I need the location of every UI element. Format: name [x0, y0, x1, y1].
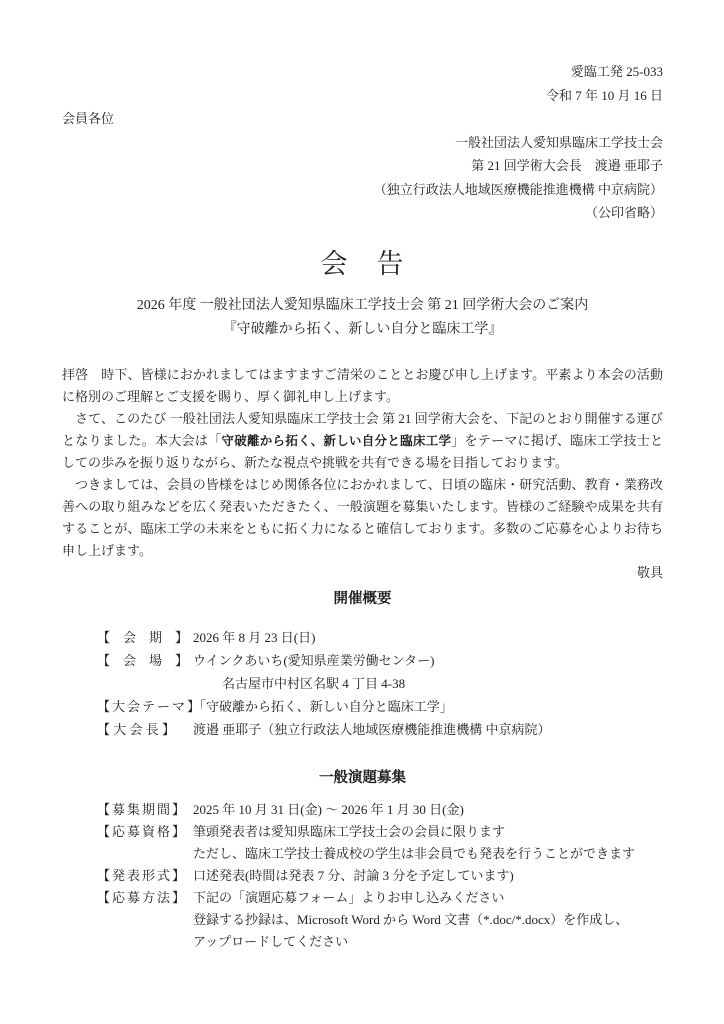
item-value: 筆頭発表者は愛知県臨床工学技士会の会員に限ります ただし、臨床工学技士養成校の学生は非会員でも発表を行うことができます — [193, 823, 636, 861]
item-value: 渡邉 亜耶子（独立行政法人地域医療機能推進機構 中京病院） — [193, 721, 551, 737]
item-label: 【応募方法】 — [97, 889, 188, 905]
sender-affiliation: （独立行政法人地域医療機能推進機構 中京病院） — [373, 181, 663, 197]
recruit-item-eligibility — [62, 821, 663, 865]
item-label: 【発表形式】 — [97, 867, 188, 883]
recruit-list — [62, 799, 663, 953]
overview-heading: 開催概要 — [333, 590, 392, 607]
item-label: 【 大 会 長 】 — [97, 721, 176, 737]
seal-omitted-note: （公印省略） — [584, 205, 663, 220]
subtitle-event: 2026 年度 一般社団法人愛知県臨床工学技士会 第 21 回学術大会のご案内 — [136, 297, 589, 313]
recruit-heading: 一般演題募集 — [319, 769, 406, 786]
document-header — [62, 0, 663, 225]
item-value: 2026 年 8 月 23 日(日) — [193, 629, 316, 645]
item-label: 【応募資格】 — [97, 823, 188, 839]
item-value: ウインクあいち(愛知県産業労働センター) 名古屋市中村区名駅 4 丁目 4-38 — [193, 649, 663, 695]
overview-item-date — [62, 626, 663, 649]
greeting-paragraph: 拝啓 時下、皆様におかれましてはますますご清栄のこととお慶び申し上げます。平素より本会の活動に格別のご理解とご支援を賜り、厚く御礼申し上げます。 — [62, 366, 663, 404]
announcement-text-pre: さて、このたび 一般社団法人愛知県臨床工学技士会 第 21 回学術大会を、下記のとおり開催する運びとなりました。本大会は「 — [62, 410, 663, 448]
overview-item-president — [62, 718, 663, 741]
recruit-item-format — [62, 865, 663, 887]
item-label: 【大会テーマ】 — [97, 698, 203, 714]
document-date: 令和 7 年 10 月 16 日 — [545, 87, 663, 103]
page-title: 会 告 — [320, 248, 405, 279]
overview-item-venue — [62, 649, 663, 695]
announcement-text-post: 」をテーマに掲げ、臨床工学技士としての歩みを振り返りながら、新たな視点や挑戦を共有できる場を目指しております。 — [62, 432, 663, 470]
item-value: 2025 年 10 月 31 日(金) ～ 2026 年 1 月 30 日(金) — [193, 801, 464, 817]
invitation-paragraph: つきましては、会員の皆様をはじめ関係各位におかれまして、日頃の臨床・研究活動、教育・業務改善への取り組みなどを広く発表いただきたく、一般演題を募集いたします。皆様のご経験や成果を共有することが、臨床工学の未来をともに拓く力になると確信しております。多数のご応募を心よりお待ち申し上げます。 — [62, 476, 663, 558]
sender-organization: 一般社団法人愛知県臨床工学技士会 — [454, 134, 663, 150]
closing-word: 敬具 — [636, 564, 663, 580]
item-value: 口述発表(時間は発表 7 分、討論 3 分を予定しています) — [193, 867, 514, 883]
item-value: 下記の「演題応募フォーム」よりお申し込みください 登録する抄録は、Microsoft Word から Word 文書（*.doc/*.docx）を作成し、 アップロードしてください — [193, 889, 629, 949]
item-label: 【 会 期 】 — [97, 629, 189, 645]
item-label: 【募集期間】 — [97, 801, 188, 817]
sender-president: 第 21 回学術大会長 渡邉 亜耶子 — [471, 158, 663, 173]
announcement-paragraph — [62, 408, 663, 474]
item-value: 「守破離から拓く、新しい自分と臨床工学」 — [193, 698, 453, 714]
venue-address: 名古屋市中村区名駅 4 丁目 4-38 — [222, 675, 406, 691]
subtitle-theme: 『守破離から拓く、新しい自分と臨床工学』 — [222, 321, 503, 337]
item-label: 【 会 場 】 — [97, 652, 189, 668]
recruit-item-method — [62, 887, 663, 953]
recruit-item-period — [62, 799, 663, 821]
overview-list — [62, 626, 663, 741]
document-number: 愛臨工発 25-033 — [570, 64, 663, 79]
theme-bold-text: 守破離から拓く、新しい自分と臨床工学 — [221, 433, 452, 448]
overview-item-theme — [62, 695, 663, 718]
recipient: 会員各位 — [62, 111, 115, 126]
body-text — [62, 364, 663, 584]
